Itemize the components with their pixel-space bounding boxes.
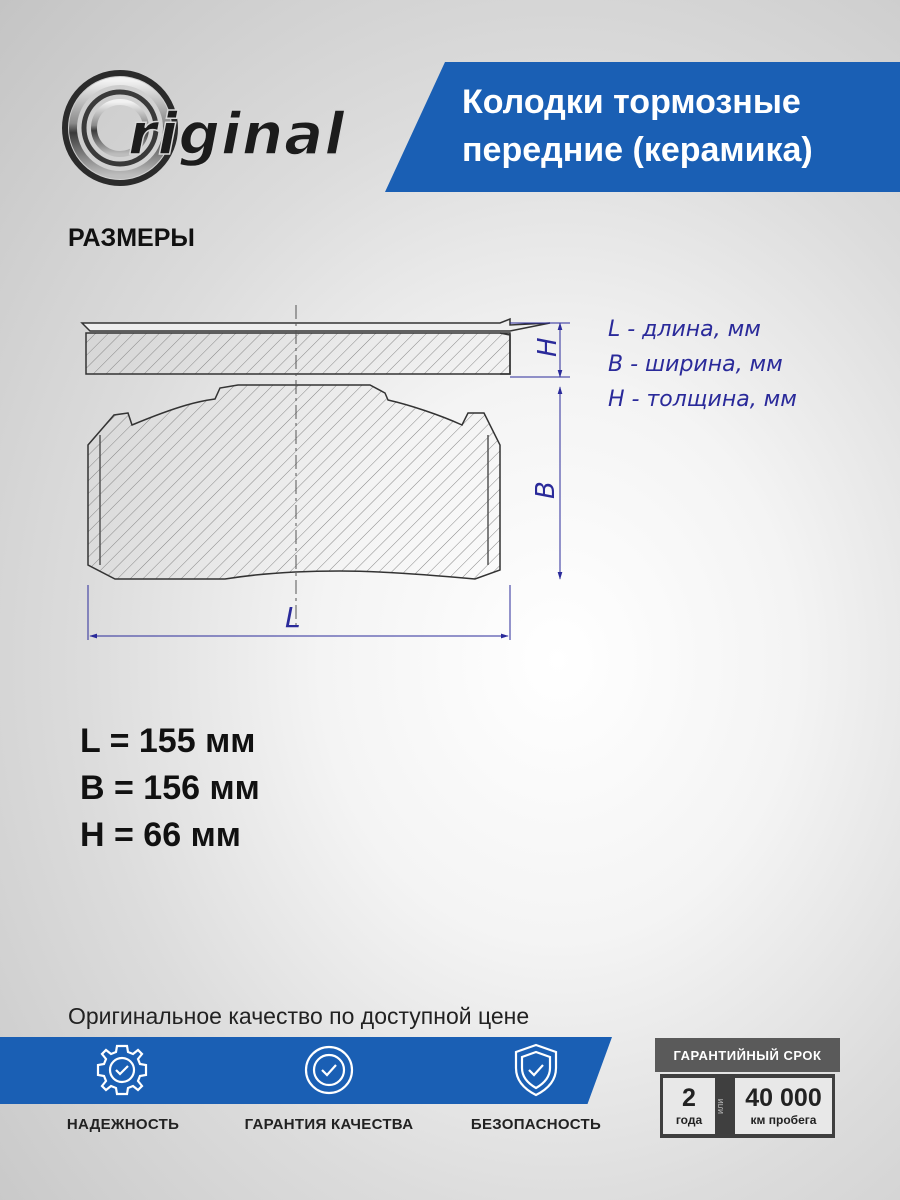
shield-check-icon — [506, 1040, 566, 1100]
warranty-km — [735, 1078, 832, 1134]
section-title: РАЗМЕРЫ — [68, 224, 195, 252]
legend-item-width: B - ширина, мм — [608, 352, 783, 377]
dimension-label-h: H — [533, 337, 563, 357]
warranty-years — [663, 1078, 715, 1134]
warranty-km-value: 40 000 — [745, 1084, 822, 1112]
legend-item-length: L - длина, мм — [608, 317, 761, 342]
dimension-label-b: B — [531, 481, 561, 499]
dimension-label-l: L — [285, 601, 301, 634]
pad-front-view — [88, 385, 500, 579]
gear-check-icon — [92, 1040, 152, 1100]
dimension-thickness: H = 66 мм — [80, 816, 241, 854]
tagline: Оригинальное качество по доступной цене — [68, 1003, 530, 1029]
feature-label-safety: БЕЗОПАСНОСТЬ — [470, 1116, 602, 1133]
warranty-title: ГАРАНТИЙНЫЙ СРОК — [655, 1038, 840, 1072]
dimension-length: L = 155 мм — [80, 722, 256, 760]
feature-label-quality: ГАРАНТИЯ КАЧЕСТВА — [244, 1116, 414, 1133]
brand-logo-text: riginal — [128, 100, 346, 168]
pad-side-view — [86, 333, 510, 374]
brand-logo — [62, 62, 402, 192]
warranty-km-unit: км пробега — [750, 1113, 817, 1127]
feature-label-reliability: НАДЕЖНОСТЬ — [66, 1116, 180, 1133]
drawing-legend — [608, 312, 797, 417]
product-title: Колодки тормозные передние (керамика) — [462, 83, 813, 169]
dimension-values — [80, 718, 260, 859]
warranty-years-unit: года — [675, 1113, 703, 1127]
dimension-width: B = 156 мм — [80, 769, 260, 807]
warranty-or: или — [715, 1098, 725, 1114]
warranty-years-value: 2 — [682, 1084, 696, 1112]
badge-check-icon — [299, 1040, 359, 1100]
legend-item-thickness: H - толщина, мм — [608, 387, 797, 412]
